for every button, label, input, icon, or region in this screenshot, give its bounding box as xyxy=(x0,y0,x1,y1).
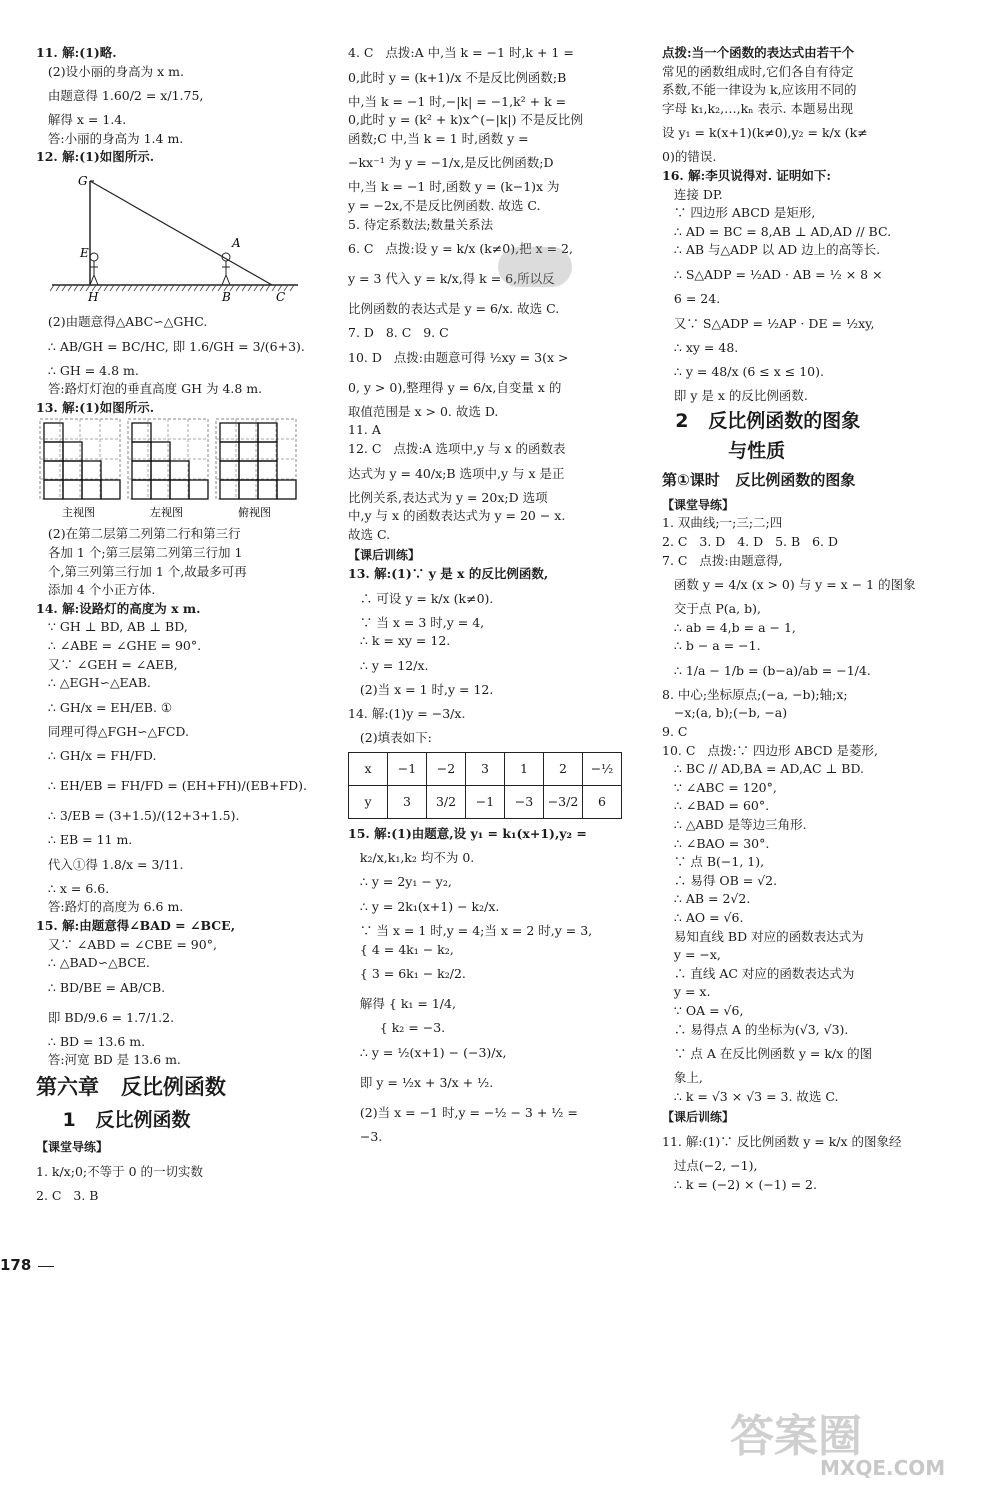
answer-line: 15. 解:(1)由题意,设 y₁ = k₁(x+1),y₂ = xyxy=(348,825,587,841)
answer-line: −kx⁻¹ 为 y = −1/x,是反比例函数;D xyxy=(348,155,554,171)
top-view-caption: 俯视图 xyxy=(238,506,271,520)
ground-hatch xyxy=(248,285,252,291)
answer-line: y = x. xyxy=(662,984,711,1000)
answer-line: 【课堂导练】 xyxy=(36,1140,109,1155)
ground-hatch xyxy=(104,285,108,291)
answer-line: (2)当 x = 1 时,y = 12. xyxy=(348,681,494,697)
table-cell: y xyxy=(349,785,388,818)
answer-line: 达式为 y = 40/x;B 选项中,y 与 x 是正 xyxy=(348,465,565,481)
top-view-square xyxy=(258,461,277,480)
table-row xyxy=(349,752,622,785)
answer-line: 即 BD/9.6 = 1.7/1.2. xyxy=(36,1009,175,1025)
answer-line: 12. 解:(1)如图所示. xyxy=(36,149,155,165)
answer-line: ∴ 易得 OB = √2. xyxy=(662,872,778,888)
answer-line: ∴ 可设 y = k/x (k≠0). xyxy=(348,590,494,606)
answer-line: y = −x, xyxy=(662,947,721,963)
label-g: G xyxy=(78,173,88,188)
label-b: B xyxy=(222,289,231,304)
values-table xyxy=(348,752,622,819)
watermark-logo: 答案圈 xyxy=(730,1411,862,1462)
answer-line: 13. 解:(1)如图所示. xyxy=(36,399,155,415)
answer-line: { 3 = 6k₁ − k₂/2. xyxy=(348,966,466,982)
answer-line: ∵ 当 x = 3 时,y = 4, xyxy=(348,614,485,630)
table-cell: −3/2 xyxy=(544,785,583,818)
person-a-leg-right xyxy=(226,275,230,285)
front-view-square xyxy=(82,461,101,480)
ground-hatch xyxy=(98,285,102,291)
answer-line: 函数;C 中,当 k = 1 时,函数 y = xyxy=(348,130,529,146)
ground-hatch xyxy=(152,285,156,291)
answer-line: ∴ x = 6.6. xyxy=(36,880,110,896)
answer-line: ∴ xy = 48. xyxy=(662,339,739,355)
answer-line: 11. A xyxy=(348,422,381,438)
answer-line: 象上, xyxy=(662,1070,703,1086)
answer-line: 设 y₁ = k(x+1)(k≠0),y₂ = k/x (k≠ xyxy=(662,125,868,141)
answer-line: (2)由题意得△ABC∽△GHC. xyxy=(36,313,208,329)
answer-column-middle xyxy=(348,44,648,1146)
table-cell: 2 xyxy=(544,752,583,785)
top-view-square xyxy=(277,480,296,499)
answer-line: 连接 DP. xyxy=(662,186,723,202)
answer-line: −3. xyxy=(348,1128,383,1144)
answer-line: 1. k/x;0;不等于 0 的一切实数 xyxy=(36,1163,204,1179)
ground-hatch xyxy=(110,285,114,291)
side-view-square xyxy=(151,442,170,461)
answer-line: 0)的错误. xyxy=(662,149,717,165)
ground-hatch xyxy=(188,285,192,291)
answer-line: ∴ △BAD∽△BCE. xyxy=(36,955,150,971)
answer-line: ∴ k = (−2) × (−1) = 2. xyxy=(662,1176,817,1192)
top-view-square xyxy=(258,480,277,499)
answer-line: y = −2x,不是反比例函数. 故选 C. xyxy=(348,197,541,213)
light-ray xyxy=(90,181,272,285)
answer-line: 2. C 3. B xyxy=(36,1187,99,1203)
answer-line: ∴ EH/EB = FH/FD = (EH+FH)/(EB+FD). xyxy=(36,778,307,794)
answer-line: { 4 = 4k₁ − k₂, xyxy=(348,941,454,957)
answer-line: ∴ GH/x = EH/EB. ① xyxy=(36,699,173,715)
answer-line: 【课堂导练】 xyxy=(662,497,735,512)
table-row xyxy=(349,785,622,818)
answer-line: ∴ y = 48/x (6 ≤ x ≤ 10). xyxy=(662,364,824,380)
answer-line: 0,此时 y = (k² + k)x^(−|k|) 不是反比例 xyxy=(348,112,583,128)
answer-line: ∴ ∠ABE = ∠GHE = 90°. xyxy=(36,637,202,653)
answer-line: ∴ y = 2y₁ − y₂, xyxy=(348,874,452,890)
answer-line: ∴ △EGH∽△EAB. xyxy=(36,675,151,691)
answer-line: ∴ BD = 13.6 m. xyxy=(36,1033,146,1049)
answer-line: ∴ AO = √6. xyxy=(662,910,744,925)
answer-line: 比例关系,表达式为 y = 20x;D 选项 xyxy=(348,489,548,505)
answer-line: 12. C 点拨:A 选项中,y 与 x 的函数表 xyxy=(348,440,566,456)
figure-container xyxy=(36,417,326,525)
ground-hatch xyxy=(266,285,270,291)
answer-line: ∴ ab = 4,b = a − 1, xyxy=(662,619,796,635)
top-view-square xyxy=(258,442,277,461)
answer-line: 即 y = ½x + 3/x + ½. xyxy=(348,1074,494,1090)
table-cell: 3/2 xyxy=(427,785,466,818)
label-h: H xyxy=(88,289,99,304)
ground-hatch xyxy=(164,285,168,291)
answer-line: ∴ y = 2k₁(x+1) − k₂/x. xyxy=(348,899,500,915)
answer-line: ∴ 直线 AC 对应的函数表达式为 xyxy=(662,965,855,981)
answer-line: ∴ 易得点 A 的坐标为(√3, √3). xyxy=(662,1021,849,1037)
label-a: A xyxy=(232,235,241,250)
side-view-square xyxy=(151,461,170,480)
answer-line: (2)填表如下: xyxy=(348,730,432,746)
answer-line: 易知直线 BD 对应的函数表达式为 xyxy=(662,928,864,944)
front-view-square xyxy=(82,480,101,499)
ground-hatch xyxy=(170,285,174,291)
answer-line: 中,y 与 x 的函数表达式为 y = 20 − x. xyxy=(348,508,566,524)
answer-line: 2. C 3. D 4. D 5. B 6. D xyxy=(662,533,838,549)
answer-line: ∴ 3/EB = (3+1.5)/(12+3+1.5). xyxy=(36,808,240,824)
answer-line: ∴ AB 与△ADP 以 AD 边上的高等长. xyxy=(662,242,881,258)
answer-line: 同理可得△FGH∽△FCD. xyxy=(36,723,189,739)
table-cell: −1 xyxy=(466,785,505,818)
answer-line: 又∵ ∠GEH = ∠AEB, xyxy=(36,656,178,672)
answer-line: 解得 x = 1.4. xyxy=(36,112,127,128)
ground-hatch xyxy=(254,285,258,291)
answer-line: 与性质 xyxy=(662,439,786,462)
street-lamp-shadow-figure xyxy=(36,167,306,309)
answer-line: 取值范围是 x > 0. 故选 D. xyxy=(348,403,499,419)
side-view-square xyxy=(170,480,189,499)
answer-line: 交于点 P(a, b), xyxy=(662,601,761,617)
answer-line: 7. D 8. C 9. C xyxy=(348,325,449,341)
answer-line: 答:河宽 BD 是 13.6 m. xyxy=(36,1052,181,1068)
answer-line: 个,第三列第三行加 1 个,故最多可再 xyxy=(36,563,247,579)
answer-line: 过点(−2, −1), xyxy=(662,1157,758,1173)
answer-line: 1 反比例函数 xyxy=(36,1109,191,1132)
ground-hatch xyxy=(134,285,138,291)
ground-hatch xyxy=(290,285,294,291)
ground-hatch xyxy=(122,285,126,291)
answer-line: ∵ 点 A 在反比例函数 y = k/x 的图 xyxy=(662,1046,873,1062)
answer-line: ∴ S△ADP = ½AD · AB = ½ × 8 × xyxy=(662,266,883,282)
answer-line: 比例函数的表达式是 y = 6/x. 故选 C. xyxy=(348,301,560,317)
answer-line: 第六章 反比例函数 xyxy=(36,1075,226,1100)
answer-line: 由题意得 1.60/2 = x/1.75, xyxy=(36,88,204,104)
answer-line: ∴ GH = 4.8 m. xyxy=(36,362,139,378)
ground-hatch xyxy=(212,285,216,291)
top-view-square xyxy=(239,480,258,499)
answer-line: 【课后训练】 xyxy=(662,1110,735,1125)
answer-line: 函数 y = 4/x (x > 0) 与 y = x − 1 的图象 xyxy=(662,577,916,593)
side-view-square xyxy=(170,461,189,480)
person-a-leg-left xyxy=(222,275,226,285)
answer-line: ∴ BC // AD,BA = AD,AC ⊥ BD. xyxy=(662,761,865,777)
answer-line: 15. 解:由题意得∠BAD = ∠BCE, xyxy=(36,918,236,934)
answer-line: ∵ 点 B(−1, 1), xyxy=(662,854,765,870)
answer-line: 6. C 点拨:设 y = k/x (k≠0),把 x = 2, xyxy=(348,241,573,257)
ground-hatch xyxy=(182,285,186,291)
top-view-square xyxy=(239,442,258,461)
answer-line: 11. 解:(1)略. xyxy=(36,45,117,60)
answer-line: 0,此时 y = (k+1)/x 不是反比例函数;B xyxy=(348,69,567,85)
table-cell: 3 xyxy=(388,785,427,818)
answer-line: 字母 k₁,k₂,…,kₙ 表示. 本题易出现 xyxy=(662,100,853,116)
answer-line: y = 3 代入 y = k/x,得 k = 6,所以反 xyxy=(348,271,555,287)
answer-line: 1. 双曲线;一;三;二;四 xyxy=(662,515,783,531)
answer-line: ∴ k = xy = 12. xyxy=(348,633,451,649)
answer-line: 4. C 点拨:A 中,当 k = −1 时,k + 1 = xyxy=(348,45,574,60)
answer-line: 14. 解:设路灯的高度为 x m. xyxy=(36,600,201,616)
ground-hatch xyxy=(194,285,198,291)
answer-line: ∴ AB = 2√2. xyxy=(662,891,751,907)
person-e-leg-right xyxy=(94,275,98,285)
answer-line: 各加 1 个;第三层第二列第三行加 1 xyxy=(36,544,243,560)
ground-hatch xyxy=(140,285,144,291)
answer-column-left xyxy=(36,44,326,1205)
ground-hatch xyxy=(116,285,120,291)
answer-line: 13. 解:(1)∵ y 是 x 的反比例函数, xyxy=(348,565,549,581)
ink-stamp xyxy=(498,247,572,287)
answer-column-right xyxy=(662,44,972,1194)
answer-line: 14. 解:(1)y = −3/x. xyxy=(348,706,466,722)
answer-line: ∴ AD = BC = 8,AB ⊥ AD,AD // BC. xyxy=(662,223,892,239)
answer-line: −x;(a, b);(−b, −a) xyxy=(662,705,788,721)
front-view-caption: 主视图 xyxy=(62,506,95,520)
answer-line: k₂/x,k₁,k₂ 均不为 0. xyxy=(348,850,475,866)
answer-line: (2)在第二层第二列第二行和第三行 xyxy=(36,526,241,542)
answer-line: 答:路灯的高度为 6.6 m. xyxy=(36,899,184,915)
ground-hatch xyxy=(62,285,66,291)
answer-line: ∵ ∠ABC = 120°, xyxy=(662,779,777,795)
answer-line: ∵ OA = √6, xyxy=(662,1002,744,1018)
ground-hatch xyxy=(236,285,240,291)
table-cell: x xyxy=(349,752,388,785)
answer-line: 10. C 点拨:∵ 四边形 ABCD 是菱形, xyxy=(662,742,878,758)
table-cell: 3 xyxy=(466,752,505,785)
front-view-square xyxy=(63,442,82,461)
answer-line: ∴ y = 12/x. xyxy=(348,657,429,673)
side-view-square xyxy=(151,480,170,499)
answer-line: 中,当 k = −1 时,函数 y = (k−1)x 为 xyxy=(348,179,560,195)
ground-hatch xyxy=(206,285,210,291)
answer-line: 答:路灯灯泡的垂直高度 GH 为 4.8 m. xyxy=(36,381,263,397)
answer-line: 解得 { k₁ = 1/4, xyxy=(348,996,456,1012)
answer-line: ∴ 1/a − 1/b = (b−a)/ab = −1/4. xyxy=(662,662,871,678)
ground-hatch xyxy=(260,285,264,291)
answer-line: 6 = 24. xyxy=(662,290,721,306)
table-cell: −1 xyxy=(388,752,427,785)
table-cell: −½ xyxy=(583,752,622,785)
answer-line: 点拨:当一个函数的表达式由若干个 xyxy=(662,45,855,60)
ground-hatch xyxy=(158,285,162,291)
answer-line: (2)当 x = −1 时,y = −½ − 3 + ½ = xyxy=(348,1104,578,1120)
answer-line: ∴ y = ½(x+1) − (−3)/x, xyxy=(348,1044,507,1060)
ground-hatch xyxy=(56,285,60,291)
answer-line: ∵ 四边形 ABCD 是矩形, xyxy=(662,205,816,221)
ground-hatch xyxy=(50,285,54,291)
answer-line: ∴ k = √3 × √3 = 3. 故选 C. xyxy=(662,1088,839,1104)
answer-line: 中,当 k = −1 时,−|k| = −1,k² + k = xyxy=(348,93,567,109)
answer-line: 10. D 点拨:由题意可得 ½xy = 3(x > xyxy=(348,349,569,365)
answer-line: 又∵ S△ADP = ½AP · DE = ½xy, xyxy=(662,315,875,331)
ground-hatch xyxy=(80,285,84,291)
answer-line: 16. 解:李贝说得对. 证明如下: xyxy=(662,167,832,183)
answer-line: 添加 4 个小正方体. xyxy=(36,582,156,598)
ground-hatch xyxy=(74,285,78,291)
answer-line: 第①课时 反比例函数的图象 xyxy=(662,470,856,489)
table-cell: 6 xyxy=(583,785,622,818)
answer-line: ∴ ∠BAD = 60°. xyxy=(662,798,770,814)
answer-line: (2)设小丽的身高为 x m. xyxy=(36,63,184,79)
answer-line: 2 反比例函数的图象 xyxy=(662,409,861,432)
answer-line: ∵ 当 x = 1 时,y = 4;当 x = 2 时,y = 3, xyxy=(348,923,593,939)
side-view-square xyxy=(189,480,208,499)
watermark-url: MXQE.COM xyxy=(820,1456,946,1480)
answer-line: 7. C 点拨:由题意得, xyxy=(662,552,783,568)
table-cell: 1 xyxy=(505,752,544,785)
ground-hatch xyxy=(128,285,132,291)
answer-line: ∴ b − a = −1. xyxy=(662,638,761,654)
answer-line: ∴ △ABD 是等边三角形. xyxy=(662,817,807,833)
answer-line: ∴ EB = 11 m. xyxy=(36,832,133,848)
answer-line: 9. C xyxy=(662,724,688,740)
label-c: C xyxy=(276,289,286,304)
ground-hatch xyxy=(200,285,204,291)
answer-line: ∴ AB/GH = BC/HC, 即 1.6/GH = 3/(6+3). xyxy=(36,338,305,354)
front-view-square xyxy=(101,480,120,499)
answer-line: 系数,不能一律设为 k,应该用不同的 xyxy=(662,82,857,98)
table-cell: −3 xyxy=(505,785,544,818)
person-e-head xyxy=(90,253,98,261)
answer-line: ∵ GH ⊥ BD, AB ⊥ BD, xyxy=(36,619,188,635)
top-view-square xyxy=(239,461,258,480)
answer-line: ∴ BD/BE = AB/CB. xyxy=(36,979,166,995)
side-view-caption: 左视图 xyxy=(150,506,183,520)
answer-line: 代入①得 1.8/x = 3/11. xyxy=(36,856,184,872)
answer-line: 故选 C. xyxy=(348,526,391,542)
page-number: 178 xyxy=(0,1256,32,1274)
table-cell: −2 xyxy=(427,752,466,785)
answer-line: 0, y > 0),整理得 y = 6/x,自变量 x 的 xyxy=(348,379,562,395)
ground-hatch xyxy=(242,285,246,291)
answer-line: 11. 解:(1)∵ 反比例函数 y = k/x 的图象经 xyxy=(662,1133,902,1149)
ground-hatch xyxy=(176,285,180,291)
answer-line: 答:小丽的身高为 1.4 m. xyxy=(36,130,184,146)
answer-line: ∴ ∠BAO = 30°. xyxy=(662,835,770,851)
answer-line: 即 y 是 x 的反比例函数. xyxy=(662,388,808,404)
figure-container xyxy=(36,167,326,313)
answer-line: 【课后训练】 xyxy=(348,548,421,563)
answer-line: ∴ GH/x = FH/FD. xyxy=(36,748,157,764)
answer-line: 又∵ ∠ABD = ∠CBE = 90°, xyxy=(36,936,217,952)
answer-line: 8. 中心;坐标原点;(−a, −b);轴;x; xyxy=(662,686,848,702)
answer-line: 常见的函数组成时,它们各自有待定 xyxy=(662,63,854,79)
ground-hatch xyxy=(146,285,150,291)
answer-line: 5. 待定系数法;数量关系法 xyxy=(348,216,494,232)
page-number-rule xyxy=(38,1266,54,1267)
three-views-figure xyxy=(36,417,300,521)
front-view-square xyxy=(63,480,82,499)
answer-line: { k₂ = −3. xyxy=(348,1020,446,1036)
label-e: E xyxy=(80,245,89,260)
ground-hatch xyxy=(68,285,72,291)
front-view-square xyxy=(63,461,82,480)
